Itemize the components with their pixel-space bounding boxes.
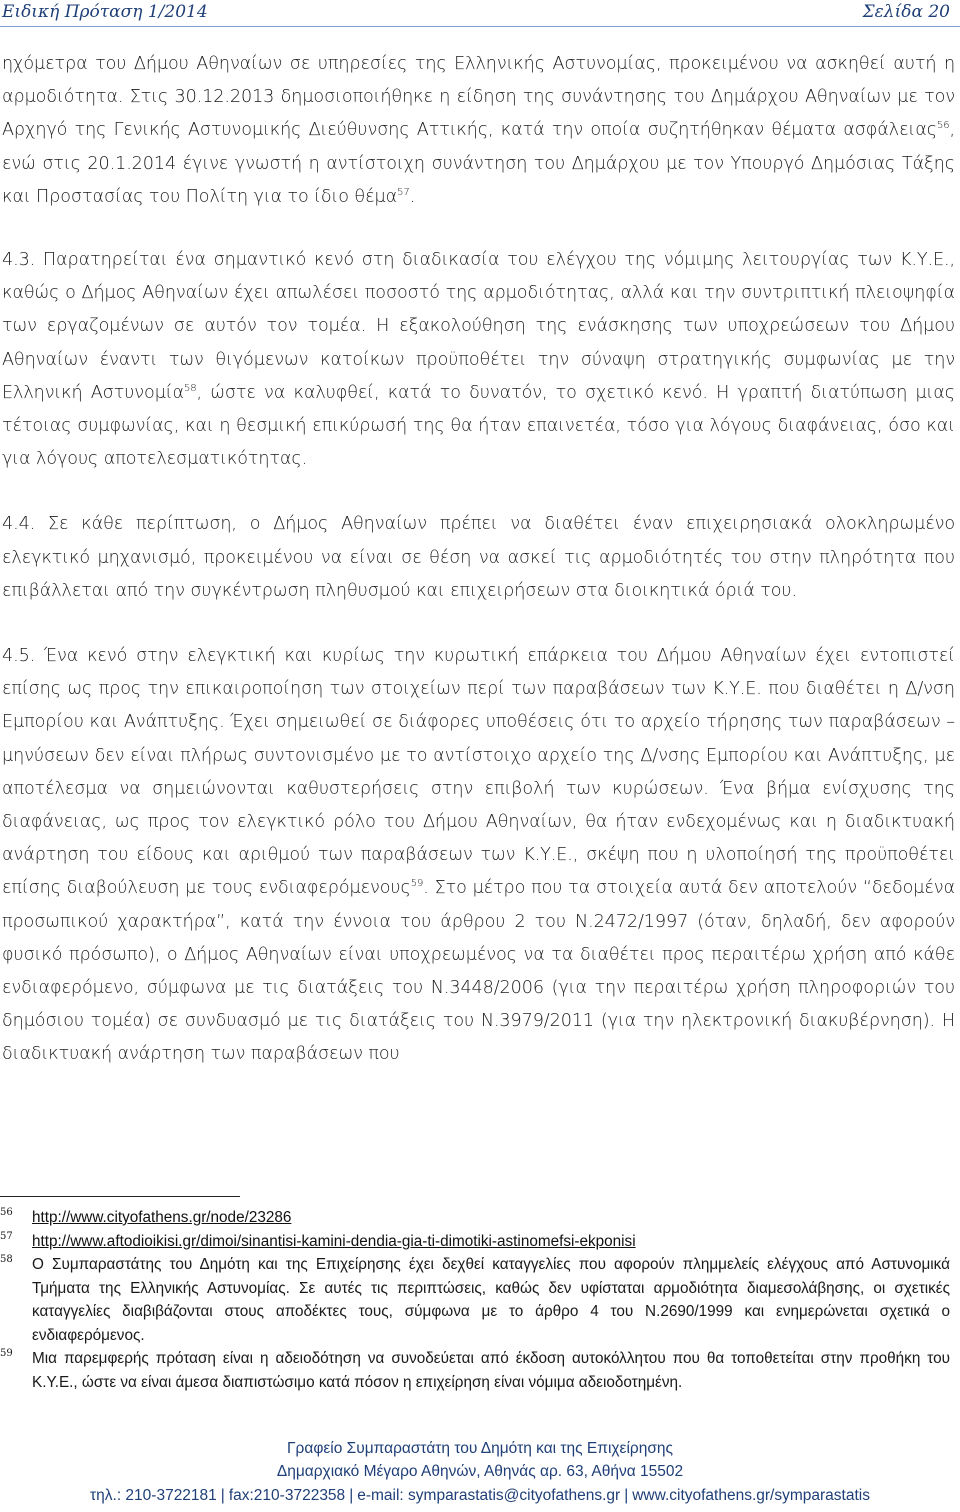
- page-footer: [0, 1438, 960, 1508]
- website-link[interactable]: www.cityofathens.gr/symparastatis: [632, 1487, 870, 1504]
- office-address: Δημαρχιακό Μέγαρο Αθηνών, Αθηνάς αρ. 63, Αθήνα 15502: [276, 1462, 684, 1480]
- footnote-59: [0, 1347, 950, 1394]
- footnote-ref-58[interactable]: 58: [184, 382, 197, 394]
- footnotes: [0, 1206, 950, 1394]
- text: 4.3. Παρατηρείται ένα σημαντικό κενό στη διαδικασία του ελέγχου της νόμιμης λειτουργίας των Κ.Υ.Ε., καθώς ο Δήμος Αθηναίων έχει απωλέσει ποσοστό της αρμοδιότητας, αλλά και την συντριπτική πλειοψηφία των εργαζομένων σε αυτόν τον τομέα. Η εξακολούθηση της ενάσκησης των υποχρεώσεων του Δήμου Αθηναίων έναντι των θιγόμενων κατοίκων προϋποθέτει την σύναψη στρατηγικής συμφωνίας με την Ελληνική Αστυνομία: [2, 250, 955, 403]
- text: . Στο μέτρο που τα στοιχεία αυτά δεν αποτελούν “δεδομένα προσωπικού χαρακτήρα”, κατά την έννοια του άρθρου 2 του Ν.2472/1997 (όταν, δηλαδή, δεν αφορούν φυσικό πρόσωπο), ο Δήμος Αθηναίων είναι υποχρεωμένος να τα διαθέτει προς περαιτέρω χρήση από κάθε ενδιαφερόμενο, σύμφωνα με τις διατάξεις του Ν.3448/2006 (για την περαιτέρω χρήση πληροφοριών του δημόσιου τομέα) σε συνδυασμό με τις διατάξεις του Ν.3979/2011 (για την ηλεκτρονική διακυβέρνηση). Η διαδικτυακή ανάρτηση των παραβάσεων που: [2, 878, 955, 1065]
- footnote-57: [0, 1230, 950, 1254]
- page-number: Σελίδα 20: [862, 2, 950, 22]
- fax: fax:210-3722358: [228, 1487, 346, 1504]
- email-link[interactable]: e-mail: symparastatis@cityofathens.gr: [357, 1487, 621, 1504]
- separator: |: [624, 1487, 629, 1504]
- text: ηχόμετρα του Δήμου Αθηναίων σε υπηρεσίες της Ελληνικής Αστυνομίας, προκειμένου να ασκηθεί αυτή η αρμοδιότητα. Στις 30.12.2013 δημοσιοποιήθηκε η είδηση της συνάντησης του Δημάρχου Αθηναίων με τον Αρχηγό της Γενικής Αστυνομικής Διεύθυνσης Αττικής, κατά την οποία συζητήθηκαν θέματα ασφάλειας: [2, 54, 955, 141]
- text: , ενώ στις 20.1.2014 έγινε γνωστή η αντίστοιχη συνάντηση του Δημάρχου με τον Υπουργό Δημόσιας Τάξης και Προστασίας του Πολίτη για το ίδιο θέμα: [2, 120, 955, 207]
- footnote-ref-59[interactable]: 59: [410, 878, 424, 890]
- contact-line: [0, 1485, 960, 1508]
- footnote-ref-57[interactable]: 57: [397, 186, 410, 198]
- footnote-number: 58: [0, 1254, 13, 1265]
- phone: τηλ.: 210-3722181: [90, 1487, 217, 1504]
- document-title: Ειδική Πρόταση 1/2014: [2, 2, 208, 22]
- office-name: Γραφείο Συμπαραστάτη του Δημότη και της Επιχείρησης: [287, 1440, 673, 1457]
- paragraph-4-3: [2, 244, 955, 476]
- separator: |: [220, 1487, 225, 1504]
- footnote-ref-56[interactable]: 56: [936, 120, 950, 132]
- paragraph-4-4: 4.4. Σε κάθε περίπτωση, ο Δήμος Αθηναίων πρέπει να διαθέτει έναν επιχειρησιακά ολοκληρωμένο ελεγκτικό μηχανισμό, προκειμένου να είναι σε θέση να ασκεί τις αρμοδιότητές του στην πληρότητα που επιβάλλεται από την συγκέντρωση πληθυσμού και επιχειρήσεων στα διοικητικά όριά του.: [2, 514, 955, 601]
- main-text: [2, 48, 955, 1104]
- footnote-text: Ο Συμπαραστάτης του Δημότη και της Επιχείρησης έχει δεχθεί καταγγελίες που αφορούν πλημμελείς ελέγχους από Αστυνομικά Τμήματα της Ελληνικής Αστυνομίας. Σε αυτές τις περιπτώσεις, καθώς δεν υφίσταται αρμοδιότητα διαμεσολάβησης, οι σχετικές καταγγελίες διαβιβάζονται στους αποδέκτες τους, σύμφωνα με το άρθρο 4 του Ν.2690/1999 και ενημερώνεται σχετικά ο ενδιαφερόμενος.: [32, 1256, 950, 1344]
- footnote-58: [0, 1253, 950, 1347]
- footnote-number: 57: [0, 1230, 13, 1242]
- text: , ώστε να καλυφθεί, κατά το δυνατόν, το σχετικό κενό. Η γραπτή διατύπωση μιας τέτοιας συμφωνίας, και η θεσμική επικύρωσή της θα ήταν επαινετέα, τόσο για λόγους διαφάνειας, όσο και για λόγους αποτελεσματικότητας.: [2, 382, 955, 470]
- paragraph-1: [2, 48, 955, 214]
- footnote-number: 56: [0, 1207, 13, 1218]
- paragraph-4-5: [2, 640, 955, 1072]
- text: .: [409, 186, 416, 207]
- separator: |: [349, 1487, 354, 1504]
- footnote-separator: [0, 1196, 240, 1197]
- page-header: [0, 0, 960, 26]
- header-rule: [0, 26, 960, 27]
- footnote-link[interactable]: http://www.aftodioikisi.gr/dimoi/sinantisi-kamini-dendia-gia-ti-dimotiki-astinomefsi-ekponisi: [32, 1232, 636, 1250]
- footnote-number: 59: [0, 1348, 13, 1359]
- footnote-56: [0, 1206, 950, 1230]
- footnote-text: Μια παρεμφερής πρόταση είναι η αδειοδότηση να συνοδεύεται από έκδοση αυτοκόλλητου που θα τοποθετείται στην προθήκη του Κ.Υ.Ε., ώστε να είναι άμεσα διαπιστώσιμο κατά πόσον η επιχείρηση είναι νόμιμα αδειοδοτημένη.: [32, 1350, 950, 1391]
- footnote-link[interactable]: http://www.cityofathens.gr/node/23286: [32, 1209, 292, 1226]
- text: 4.5. Ένα κενό στην ελεγκτική και κυρίως την κυρωτική επάρκεια του Δήμου Αθηναίων έχει εντοπιστεί επίσης ως προς την επικαιροποίηση των στοιχείων περί των παραβάσεων των Κ.Υ.Ε. που διαθέτει η Δ/νση Εμπορίου και Ανάπτυξης. Έχει σημειωθεί σε διάφορες υποθέσεις ότι το αρχείο τήρησης των παραβάσεων – μηνύσεων δεν είναι πλήρως συντονισμένο με το αντίστοιχο αρχείο της Δ/νσης Εμπορίου και Ανάπτυξης, με αποτέλεσμα να σημειώνονται καθυστερήσεις στην επιβολή των κυρώσεων. Ένα βήμα ενίσχυσης της διαφάνειας, ως προς τον ελεγκτικό ρόλο του Δήμου Αθηναίων, θα ήταν ενδεχομένως και η διαδικτυακή ανάρτηση του είδους και αριθμού των παραβάσεων των Κ.Υ.Ε., σκέψη που η υλοποίησή της προϋποθέτει επίσης διαβούλευση με τους ενδιαφερόμενους: [2, 646, 955, 899]
